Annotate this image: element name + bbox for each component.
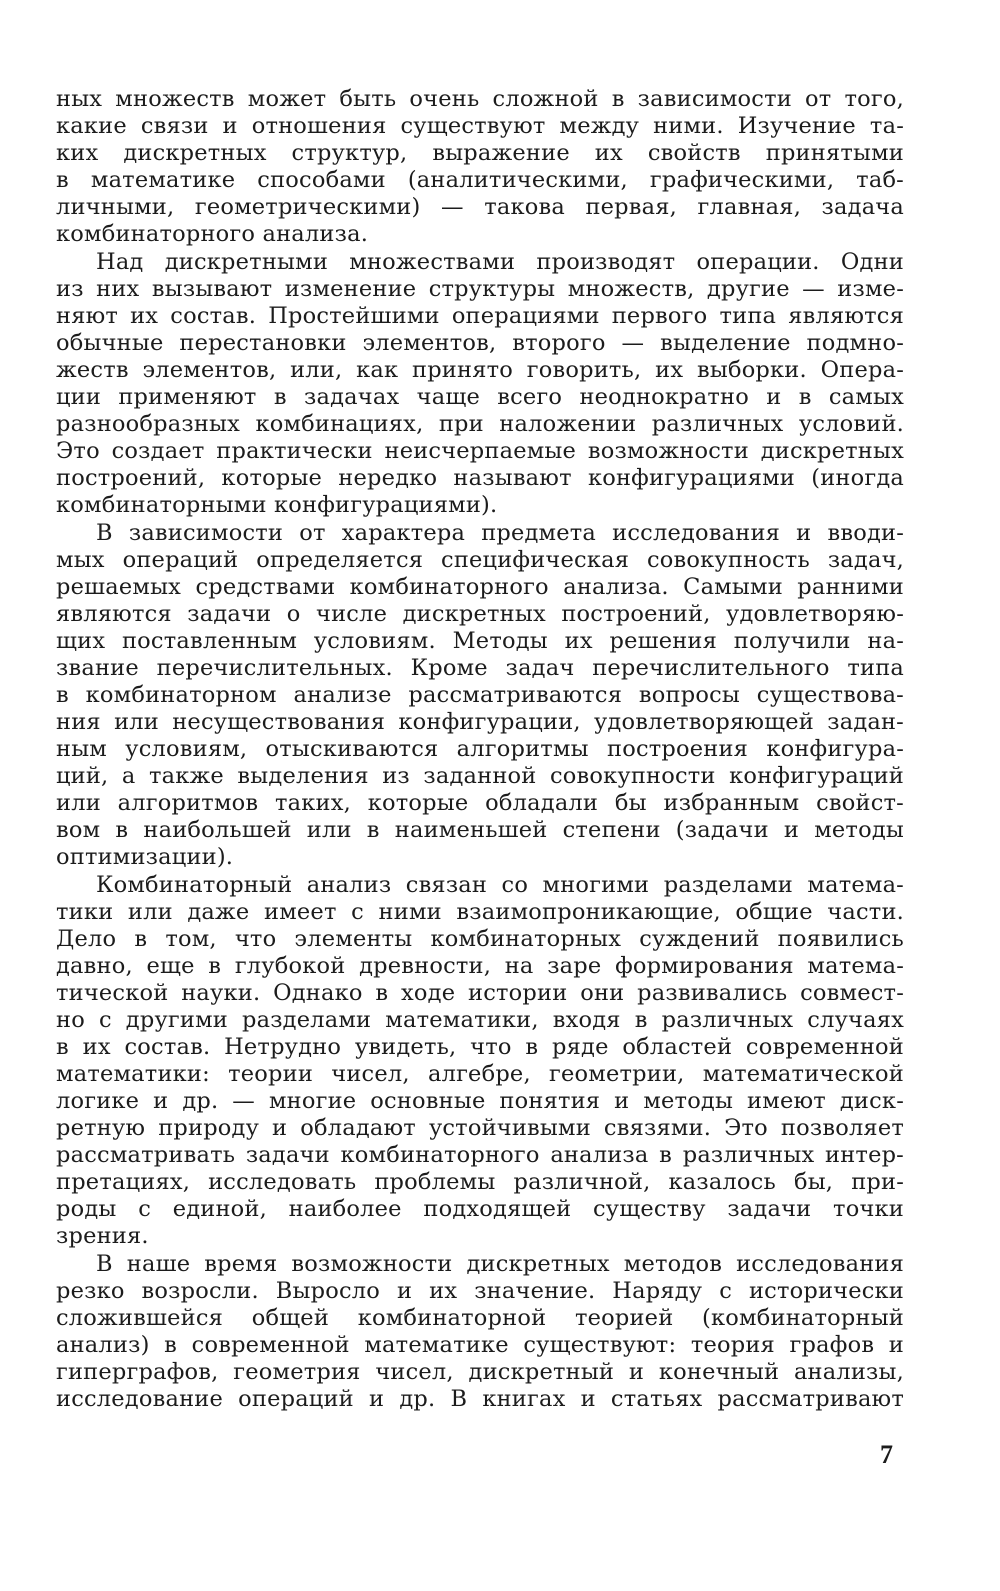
text-line: ций, а также выделения из заданной совокупности конфигураций <box>56 763 904 789</box>
text-line: ным условиям, отыскиваются алгоритмы построения конфигура- <box>56 736 904 762</box>
text-line: исследование операций и др. В книгах и статьях рассматривают <box>56 1386 904 1412</box>
text-line: математики: теории чисел, алгебре, геометрии, математической <box>56 1061 904 1087</box>
text-line: претациях, исследовать проблемы различной, казалось бы, при- <box>56 1169 904 1195</box>
text-line: но с другими разделами математики, входя в различных случаях <box>56 1007 904 1033</box>
text-line: комбинаторными конфигурациями). <box>56 492 498 518</box>
text-line: оптимизации). <box>56 844 234 870</box>
text-line: роды с единой, наиболее подходящей существу задачи точки <box>56 1196 904 1222</box>
text-line: зрения. <box>56 1223 149 1249</box>
text-line: анализ) в современной математике существуют: теория графов и <box>56 1332 904 1358</box>
text-line: ретную природу и обладают устойчивыми связями. Это позволяет <box>56 1115 904 1141</box>
text-line: ных множеств может быть очень сложной в зависимости от того, <box>56 86 904 112</box>
text-line: жеств элементов, или, как принято говорить, их выборки. Опера- <box>56 357 904 383</box>
text-line: из них вызывают изменение структуры множеств, другие — изме- <box>56 276 904 302</box>
text-line: личными, геометрическими) — такова первая, главная, задача <box>56 194 904 220</box>
text-line: Это создает практически неисчерпаемые возможности дискретных <box>56 438 904 464</box>
text-line: звание перечислительных. Кроме задач перечислительного типа <box>56 655 904 681</box>
text-line: логике и др. — многие основные понятия и методы имеют диск- <box>56 1088 904 1114</box>
text-line: комбинаторного анализа. <box>56 221 369 247</box>
text-line: обычные перестановки элементов, второго — выделение подмно- <box>56 330 904 356</box>
page-number: 7 <box>880 1440 893 1469</box>
paragraph-start-line: Над дискретными множествами производят операции. Одни <box>96 249 904 275</box>
paragraph-start-line: Комбинаторный анализ связан со многими разделами матема- <box>96 872 904 898</box>
text-line: няют их состав. Простейшими операциями первого типа являются <box>56 303 904 329</box>
text-line: в комбинаторном анализе рассматриваются вопросы существова- <box>56 682 904 708</box>
text-line: какие связи и отношения существуют между ними. Изучение та- <box>56 113 904 139</box>
text-line: ции применяют в задачах чаще всего неоднократно и в самых <box>56 384 904 410</box>
text-line: мых операций определяется специфическая совокупность задач, <box>56 547 904 573</box>
paragraph-start-line: В зависимости от характера предмета исследования и вводи- <box>96 520 904 546</box>
text-line: решаемых средствами комбинаторного анализа. Самыми ранними <box>56 574 904 600</box>
text-line: гиперграфов, геометрия чисел, дискретный и конечный анализы, <box>56 1359 904 1385</box>
text-line: щих поставленным условиям. Методы их решения получили на- <box>56 628 904 654</box>
text-line: тической науки. Однако в ходе истории они развивались совмест- <box>56 980 904 1006</box>
text-line: ния или несуществования конфигурации, удовлетворяющей задан- <box>56 709 904 735</box>
text-line: являются задачи о числе дискретных построений, удовлетворяю- <box>56 601 904 627</box>
text-line: рассматривать задачи комбинаторного анализа в различных интер- <box>56 1142 904 1168</box>
text-line: резко возросли. Выросло и их значение. Наряду с исторически <box>56 1278 904 1304</box>
text-line: давно, еще в глубокой древности, на заре формирования матема- <box>56 953 904 979</box>
paragraph-start-line: В наше время возможности дискретных методов исследования <box>96 1251 904 1277</box>
text-line: Дело в том, что элементы комбинаторных суждений появились <box>56 926 904 952</box>
text-line: тики или даже имеет с ними взаимопроникающие, общие части. <box>56 899 904 925</box>
text-line: в математике способами (аналитическими, графическими, таб- <box>56 167 904 193</box>
text-line: вом в наибольшей или в наименьшей степени (задачи и методы <box>56 817 904 843</box>
text-line: построений, которые нередко называют конфигурациями (иногда <box>56 465 904 491</box>
text-line: сложившейся общей комбинаторной теорией (комбинаторный <box>56 1305 904 1331</box>
text-line: разнообразных комбинациях, при наложении различных условий. <box>56 411 904 437</box>
text-line: ких дискретных структур, выражение их свойств принятыми <box>56 140 904 166</box>
text-line: или алгоритмов таких, которые обладали бы избранным свойст- <box>56 790 904 816</box>
text-line: в их состав. Нетрудно увидеть, что в ряде областей современной <box>56 1034 904 1060</box>
